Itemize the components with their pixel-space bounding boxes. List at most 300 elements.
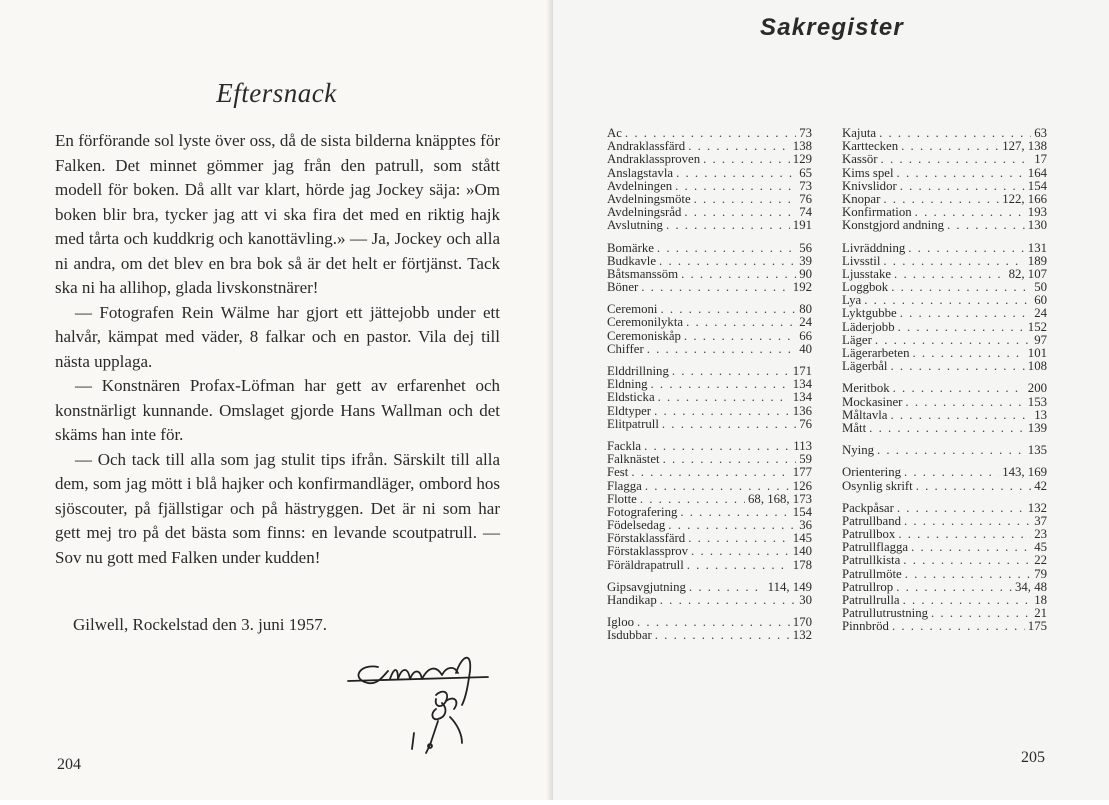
index-term: Elddrillning <box>607 365 669 378</box>
index-term: Föräldrapatrull <box>607 558 684 572</box>
index-term: Förstaklassfärd <box>607 532 686 546</box>
index-page: 30 <box>799 594 812 607</box>
index-page: 73 <box>799 179 812 193</box>
index-page: 122, 166 <box>1002 192 1047 206</box>
index-page: 135 <box>1027 444 1047 458</box>
index-page: 126 <box>792 479 812 493</box>
index-term: Böner <box>607 281 639 295</box>
index-term: Fest <box>607 466 629 480</box>
index-entry <box>842 554 1047 567</box>
index-group <box>607 242 812 295</box>
index-entry <box>842 581 1047 594</box>
index-term: Läderjobb <box>842 320 895 334</box>
index-entry <box>607 519 812 532</box>
index-term: Ceremoniskåp <box>607 329 681 343</box>
dot-leader <box>654 405 790 418</box>
dot-leader <box>688 140 790 153</box>
dot-leader <box>688 532 790 545</box>
index-term: Läger <box>842 333 872 347</box>
paragraph: — Fotografen Rein Wälme har gjort ett jättejobb under ett halvår, kämpat med väder, 8 falkar och en pastor. Vila dej till nästa upplaga. <box>55 302 500 371</box>
group-spacer <box>607 607 812 616</box>
index-entry <box>842 206 1047 219</box>
dot-leader <box>640 493 745 506</box>
dot-leader <box>890 409 1031 422</box>
dot-leader <box>916 480 1031 493</box>
index-page: 65 <box>799 166 812 180</box>
index-page: 13 <box>1034 408 1047 422</box>
dot-leader <box>911 541 1031 554</box>
index-entry <box>842 541 1047 554</box>
dot-leader <box>894 268 1006 281</box>
index-entry <box>607 405 812 418</box>
index-entry <box>842 307 1047 320</box>
index-title: Sakregister <box>760 14 904 41</box>
index-term: Patrullmöte <box>842 567 902 581</box>
dot-leader <box>904 466 999 479</box>
index-page: 192 <box>792 281 812 295</box>
dot-leader <box>672 365 790 378</box>
index-entry <box>607 242 812 255</box>
group-spacer <box>607 431 812 440</box>
dot-leader <box>905 568 1031 581</box>
dot-leader <box>864 294 1031 307</box>
index-entry <box>842 607 1047 620</box>
dot-leader <box>900 307 1031 320</box>
group-spacer <box>842 493 1047 502</box>
index-page: 171 <box>792 365 812 378</box>
index-entry <box>607 206 812 219</box>
index-term: Patrullbox <box>842 528 896 542</box>
index-entry <box>607 193 812 206</box>
index-page: 164 <box>1027 166 1047 180</box>
index-group <box>607 616 812 642</box>
index-term: Avdelningsmöte <box>607 192 691 206</box>
dot-leader <box>891 281 1031 294</box>
index-page: 40 <box>799 342 812 356</box>
index-entry <box>842 294 1047 307</box>
dot-leader <box>898 321 1025 334</box>
index-term: Patrullkista <box>842 554 901 568</box>
index-page: 132 <box>1027 501 1047 515</box>
chapter-title: Eftersnack <box>216 78 337 108</box>
dot-leader <box>659 255 796 268</box>
index-entry <box>842 409 1047 422</box>
index-term: Andraklassproven <box>607 153 701 167</box>
index-entry <box>607 493 812 506</box>
index-group <box>842 502 1047 634</box>
index-term: Karttecken <box>842 140 899 154</box>
index-page: 131 <box>1027 241 1047 255</box>
dot-leader <box>879 127 1031 140</box>
index-entry <box>607 343 812 356</box>
index-group <box>607 365 812 431</box>
dot-leader <box>875 334 1031 347</box>
index-term: Fackla <box>607 439 642 453</box>
index-term: Bomärke <box>607 241 654 255</box>
index-entry <box>842 422 1047 435</box>
dot-leader <box>681 268 796 281</box>
index-page: 177 <box>792 466 812 480</box>
index-term: Eldsticka <box>607 391 655 405</box>
dot-leader <box>883 193 999 206</box>
afterword-text <box>55 129 500 570</box>
index-entry <box>842 444 1047 457</box>
index-term: Patrullutrustning <box>842 607 929 621</box>
index-group <box>607 303 812 356</box>
index-page: 191 <box>792 219 812 233</box>
index-term: Avdelningsråd <box>607 206 682 220</box>
handwritten-signature-icon <box>338 645 498 755</box>
index-term: Ceremonilykta <box>607 316 684 330</box>
dot-leader <box>931 607 1031 620</box>
index-entry <box>607 167 812 180</box>
index-column-left <box>607 127 812 643</box>
page-number: 204 <box>57 756 81 773</box>
dot-leader <box>631 466 789 479</box>
index-entry <box>607 127 812 140</box>
index-entry <box>842 193 1047 206</box>
dot-leader <box>660 303 796 316</box>
index-term: Anslagstavla <box>607 166 674 180</box>
index-entry <box>842 153 1047 166</box>
index-entry <box>842 594 1047 607</box>
index-entry <box>607 153 812 166</box>
index-page: 101 <box>1027 347 1047 360</box>
index-page: 97 <box>1034 333 1047 347</box>
dot-leader <box>645 480 790 493</box>
index-page: 113 <box>793 439 812 453</box>
index-entry <box>842 268 1047 281</box>
index-entry <box>607 418 812 431</box>
index-entry <box>842 180 1047 193</box>
index-group <box>842 466 1047 492</box>
index-entry <box>607 581 812 594</box>
index-page: 21 <box>1034 607 1047 621</box>
index-group <box>842 127 1047 233</box>
index-group <box>607 440 812 572</box>
index-page: 200 <box>1027 382 1047 396</box>
dot-leader <box>905 396 1024 409</box>
index-page: 132 <box>792 629 812 643</box>
dot-leader <box>675 180 796 193</box>
dot-leader <box>684 330 796 343</box>
dot-leader <box>637 616 790 629</box>
index-entry <box>842 396 1047 409</box>
page-number: 205 <box>1021 749 1045 766</box>
index-term: Livräddning <box>842 241 906 255</box>
index-entry <box>607 330 812 343</box>
index-term: Ceremoni <box>607 303 658 317</box>
index-entry <box>607 532 812 545</box>
group-spacer <box>607 572 812 581</box>
index-term: Mockasiner <box>842 395 903 409</box>
index-page: 154 <box>1027 179 1047 193</box>
index-term: Patrullrulla <box>842 594 900 607</box>
index-entry <box>607 255 812 268</box>
place-and-date: Gilwell, Rockelstad den 3. juni 1957. <box>73 615 328 634</box>
group-spacer <box>842 373 1047 382</box>
index-page: 60 <box>1034 294 1047 308</box>
index-page: 134 <box>792 378 812 392</box>
index-page: 22 <box>1034 554 1047 568</box>
index-group <box>842 242 1047 374</box>
dot-leader <box>897 502 1025 515</box>
index-page: 193 <box>1027 206 1047 220</box>
index-page: 154 <box>792 505 812 519</box>
dot-leader <box>901 140 999 153</box>
dot-leader <box>898 528 1031 541</box>
index-entry <box>842 480 1047 493</box>
index-page: 79 <box>1034 567 1047 581</box>
index-entry <box>607 140 812 153</box>
dot-leader <box>892 620 1025 633</box>
index-page: 129 <box>792 153 812 167</box>
index-term: Ljusstake <box>842 267 892 281</box>
index-term: Knivslidor <box>842 179 897 193</box>
index-page: 76 <box>799 192 812 206</box>
index-entry <box>607 365 812 378</box>
index-page: 136 <box>792 404 812 418</box>
index-entry <box>607 268 812 281</box>
dot-leader <box>647 343 796 356</box>
dot-leader <box>625 127 796 140</box>
index-entry <box>842 528 1047 541</box>
index-term: Ac <box>607 127 622 140</box>
dot-leader <box>915 206 1025 219</box>
dot-leader <box>687 559 790 572</box>
dot-leader <box>896 581 1012 594</box>
index-term: Falknästet <box>607 453 660 467</box>
dot-leader <box>644 440 790 453</box>
index-group <box>607 127 812 233</box>
dot-leader <box>663 453 797 466</box>
index-term: Lägerarbeten <box>842 347 910 360</box>
index-page: 63 <box>1034 127 1047 140</box>
index-term: Båtsmanssöm <box>607 267 679 281</box>
index-entry <box>842 255 1047 268</box>
index-page: 130 <box>1027 219 1047 233</box>
index-term: Patrullflagga <box>842 541 909 555</box>
paragraph: En förförande sol lyste över oss, då de sista bilderna knäpptes för Falken. Det minnet gömmer jag från den patrull, som stått modell för boken. Då allt var klart, hörde jag Jockey säja: »Om boken blir bra, tycker jag att vi ska fira det med en riktig hajk med tårta och kuddkrig och kanottävling.» — Ja, Jockey och alla ni andra, om det blev en bra bok så är det helt er förtjänst. Tack ska ni ha allihop, glada livskonstnärer! <box>55 131 500 297</box>
index-page: 80 <box>799 303 812 317</box>
index-term: Osynlig skrift <box>842 479 913 493</box>
index-term: Patrullrop <box>842 580 894 594</box>
index-page: 18 <box>1034 594 1047 607</box>
dot-leader <box>666 219 790 232</box>
index-page: 37 <box>1034 514 1047 528</box>
index-term: Lya <box>842 294 862 308</box>
index-term: Handikap <box>607 594 657 607</box>
paragraph: — Och tack till alla som jag stulit tips ifrån. Särskilt till alla dem, som jag mött i blå hajker och konfirmandläger, ombord hos sjöscouter, på fjällstigar och på hästryggen. Det är ni som har gett mej tro på det bästa som finns: en levande scoutpatrull. — Sov nu gott med Falken under kudden! <box>55 449 500 567</box>
dot-leader <box>893 382 1025 395</box>
index-page: 50 <box>1034 281 1047 295</box>
index-term: Meritbok <box>842 382 890 396</box>
index-term: Kajuta <box>842 127 877 140</box>
index-term: Eldtyper <box>607 404 652 418</box>
dot-leader <box>684 206 796 219</box>
index-term: Förstaklassprov <box>607 545 689 559</box>
group-spacer <box>607 356 812 365</box>
index-page: 153 <box>1027 395 1047 409</box>
index-entry <box>607 480 812 493</box>
index-entry <box>607 545 812 558</box>
index-term: Eldning <box>607 378 648 392</box>
index-term: Måltavla <box>842 408 888 422</box>
index-term: Avdelningen <box>607 179 673 193</box>
index-term: Igloo <box>607 616 635 630</box>
dot-leader <box>651 378 790 391</box>
index-term: Livsstil <box>842 254 881 268</box>
index-group <box>842 382 1047 435</box>
index-entry <box>842 219 1047 232</box>
index-page: 42 <box>1034 479 1047 493</box>
index-term: Flagga <box>607 479 642 493</box>
dot-leader <box>641 281 790 294</box>
index-page: 66 <box>799 329 812 343</box>
index-term: Chiffer <box>607 342 644 356</box>
index-group <box>607 581 812 607</box>
index-page: 45 <box>1034 541 1047 555</box>
dot-leader <box>658 391 790 404</box>
dot-leader <box>691 545 790 558</box>
index-term: Lägerbål <box>842 360 888 374</box>
index-entry <box>842 382 1047 395</box>
paragraph: — Konstnären Profax-Löfman har gett av erfarenhet och konstnärligt kunnande. Omslaget gjorde Hans Wallman och det skäms han inte för. <box>55 376 500 444</box>
dot-leader <box>881 153 1032 166</box>
index-page: 145 <box>792 532 812 546</box>
index-entry <box>842 334 1047 347</box>
index-term: Orientering <box>842 466 901 480</box>
dot-leader <box>662 418 796 431</box>
dot-leader <box>913 347 1025 360</box>
dot-leader <box>686 316 796 329</box>
dot-leader <box>676 167 796 180</box>
dot-leader <box>947 219 1025 232</box>
index-page: 143, 169 <box>1002 466 1047 480</box>
index-term: Konstgjord andning <box>842 219 945 233</box>
index-page: 90 <box>799 267 812 281</box>
index-entry <box>842 167 1047 180</box>
index-entry <box>842 466 1047 479</box>
dot-leader <box>689 581 765 594</box>
index-term: Isdubbar <box>607 629 652 643</box>
index-term: Konfirmation <box>842 206 912 220</box>
index-page: 152 <box>1027 320 1047 334</box>
group-spacer <box>842 233 1047 242</box>
index-page: 68, 168, 173 <box>748 492 812 506</box>
index-term: Lyktgubbe <box>842 307 897 321</box>
index-page: 59 <box>799 453 812 467</box>
index-page: 34, 48 <box>1015 580 1047 594</box>
index-entry <box>842 127 1047 140</box>
index-term: Budkavle <box>607 254 657 268</box>
index-page: 178 <box>792 558 812 572</box>
index-page: 175 <box>1027 620 1047 634</box>
index-entry <box>842 360 1047 373</box>
index-term: Gipsavgjutning <box>607 580 686 594</box>
index-entry <box>607 303 812 316</box>
index-page: 108 <box>1027 360 1047 374</box>
index-term: Andraklassfärd <box>607 140 686 154</box>
index-term: Knopar <box>842 192 881 206</box>
index-term: Packpåsar <box>842 501 894 515</box>
index-term: Patrullband <box>842 514 901 528</box>
index-term: Avslutning <box>607 219 663 233</box>
index-term: Födelsedag <box>607 519 666 533</box>
index-entry <box>842 347 1047 360</box>
index-page: 76 <box>799 417 812 431</box>
group-spacer <box>607 294 812 303</box>
index-entry <box>607 440 812 453</box>
index-entry <box>842 281 1047 294</box>
index-page: 17 <box>1034 153 1047 167</box>
dot-leader <box>657 242 796 255</box>
index-entry <box>607 559 812 572</box>
index-page: 114, 149 <box>767 580 812 594</box>
index-entry <box>842 242 1047 255</box>
index-term: Kassör <box>842 153 878 167</box>
index-entry <box>842 140 1047 153</box>
index-term: Elitpatrull <box>607 417 659 431</box>
index-page: 138 <box>792 140 812 154</box>
index-entry <box>607 378 812 391</box>
index-page: 140 <box>792 545 812 559</box>
index-entry <box>607 391 812 404</box>
index-entry <box>842 321 1047 334</box>
index-page: 74 <box>799 206 812 220</box>
dot-leader <box>903 594 1032 607</box>
index-page: 73 <box>799 127 812 140</box>
index-entry <box>842 620 1047 633</box>
dot-leader <box>903 554 1031 567</box>
index-term: Flotte <box>607 492 637 506</box>
dot-leader <box>877 444 1025 457</box>
dot-leader <box>694 193 797 206</box>
dot-leader <box>890 360 1024 373</box>
dot-leader <box>660 594 796 607</box>
index-page: 127, 138 <box>1002 140 1047 154</box>
index-entry <box>607 629 812 642</box>
dot-leader <box>883 255 1024 268</box>
index-page: 134 <box>792 391 812 405</box>
index-entry <box>607 453 812 466</box>
index-term: Mått <box>842 421 867 435</box>
dot-leader <box>904 515 1031 528</box>
index-page: 189 <box>1027 254 1047 268</box>
index-entry <box>607 281 812 294</box>
index-page: 139 <box>1027 421 1047 435</box>
index-term: Fotografering <box>607 505 678 519</box>
group-spacer <box>842 435 1047 444</box>
dot-leader <box>897 167 1025 180</box>
index-entry <box>607 466 812 479</box>
index-page: 23 <box>1034 528 1047 542</box>
index-entry <box>842 502 1047 515</box>
dot-leader <box>900 180 1025 193</box>
left-page <box>0 0 553 800</box>
index-page: 82, 107 <box>1008 267 1047 281</box>
dot-leader <box>703 153 790 166</box>
index-entry <box>842 568 1047 581</box>
index-entry <box>607 180 812 193</box>
dot-leader <box>869 422 1025 435</box>
dot-leader <box>655 629 790 642</box>
index-page: 24 <box>1034 307 1047 321</box>
index-entry <box>607 219 812 232</box>
index-group <box>842 444 1047 457</box>
index-entry <box>607 594 812 607</box>
index-term: Loggbok <box>842 281 889 295</box>
